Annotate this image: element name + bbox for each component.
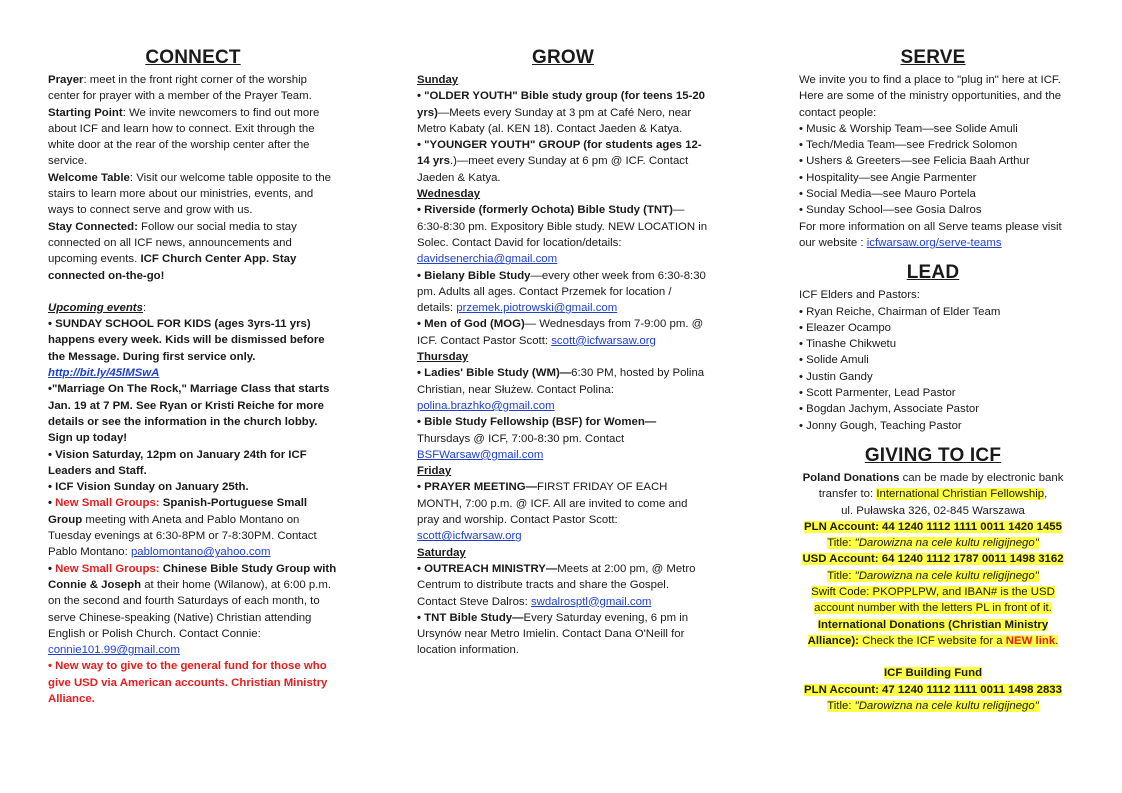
outreach-item — [417, 561, 709, 610]
title-value: "Darowizna na cele kultu religijnego" — [854, 699, 1039, 712]
lead-item: • Bogdan Jachym, Associate Pastor — [799, 403, 980, 416]
title-value: "Darowizna na cele kultu religijnego" — [854, 569, 1039, 582]
younger-youth-title: • "YOUNGER YOUTH" GROUP (for students ages 12-14 yrs — [417, 139, 702, 168]
lead-item: • Tinashe Chikwetu — [799, 338, 897, 351]
serve-item: • Hospitality—see Angie Parmenter — [799, 171, 977, 184]
bank-address: ul. Puławska 326, 02-845 Warszawa — [841, 504, 1025, 517]
lead-item: • Scott Parmenter, Lead Pastor — [799, 387, 956, 400]
younger-youth-item — [417, 137, 709, 186]
title-label: Title: — [827, 537, 855, 550]
starting-point-text: : We invite newcomers to find out more about ICF and learn how to connect. Exit through the white door at the rear of the worship center after the service. — [48, 106, 320, 168]
riverside-text: —6:30-8:30 pm. Expository Bible study. NEW LOCATION in Solec. Contact David for location/details: — [417, 204, 708, 249]
transfer-title — [827, 537, 1039, 549]
friday-heading: Friday — [417, 465, 452, 478]
building-fund-pln-account: PLN Account: 47 1240 1112 1111 0011 1498 2833 — [804, 683, 1062, 696]
bsf-email-link[interactable]: BSFWarsaw@gmail.com — [417, 448, 544, 461]
tnt-text: Every Saturday evening, 6 pm in Ursynów near Metro Imielin. Contact Dana O'Neill for location information. — [417, 611, 689, 657]
ladies-text: 6:30 PM, hosted by Polina Christian, near Służew. Contact Polina: — [417, 367, 705, 396]
starting-point-paragraph — [48, 105, 338, 170]
grow-column — [417, 46, 709, 659]
new-way-to-give-notice: • New way to give to the general fund for those who give USD via American accounts. Christian Ministry Alliance. — [48, 660, 328, 705]
recipient-name: International Christian Fellowship — [876, 488, 1045, 501]
serve-more-text: For more information on all Serve teams please visit our website : — [799, 220, 1062, 249]
lead-heading: LEAD — [906, 262, 960, 284]
comma: , — [1044, 488, 1048, 501]
sunday-heading: Sunday — [417, 74, 459, 86]
connect-column — [48, 46, 338, 707]
poland-donations — [792, 470, 1074, 503]
transfer-title-usd — [827, 570, 1039, 582]
scott-email-link[interactable]: scott@icfwarsaw.org — [551, 334, 656, 347]
usd-account: USD Account: 64 1240 1112 1787 0011 1498 3162 — [802, 553, 1064, 566]
saturday-heading: Saturday — [417, 546, 466, 559]
older-youth-item — [417, 88, 709, 137]
small-group-text: at their home (Wilanow), at 6:00 p.m. on the second and fourth Saturdays of each month, to serve Chinese-speaking (Native) Christian attending English or Polish Church. Contact Connie: — [48, 578, 331, 640]
bielany-title: • Bielany Bible Study — [417, 269, 531, 282]
outreach-text: Meets at 2:00 pm, @ Metro Centrum to distribute tracts and share the Gospel. Contact Steve Dalros: — [417, 562, 696, 608]
bielany-item — [417, 268, 709, 317]
serve-item: • Ushers & Greeters—see Felicia Baah Arthur — [799, 155, 1030, 168]
wednesday-heading: Wednesday — [417, 188, 481, 201]
serve-item: • Music & Worship Team—see Solide Amuli — [799, 122, 1018, 135]
bullet: • — [48, 562, 56, 575]
small-group-title: Spanish-Portuguese Small Group — [48, 497, 308, 526]
tnt-item — [417, 610, 709, 659]
bielany-text: —every other week from 6:30-8:30 pm. Adults all ages. Contact Przemek for location / details: — [417, 269, 706, 315]
lead-item: • Ryan Reiche, Chairman of Elder Team — [799, 305, 1001, 318]
lead-item: • Eleazer Ocampo — [799, 321, 891, 334]
connie-email-link[interactable]: connie101.99@gmail.com — [48, 644, 180, 657]
older-youth-title: • "OLDER YOUTH" Bible study group (for teens 15-20 yrs) — [417, 90, 705, 119]
church-app-note: ICF Church Center App. Stay connected on-the-go! — [48, 253, 297, 282]
international-text: Check the ICF website for a — [858, 634, 1006, 647]
lead-intro: ICF Elders and Pastors: — [799, 289, 920, 302]
stay-connected-label: Stay Connected: — [48, 220, 138, 233]
steve-email-link[interactable]: swdalrosptl@gmail.com — [530, 595, 652, 608]
small-group-spanish-event — [48, 495, 338, 560]
pln-account: PLN Account: 44 1240 1112 1111 0011 1420 1455 — [804, 520, 1062, 533]
connect-heading: CONNECT — [145, 47, 241, 68]
vision-saturday-event: • Vision Saturday, 12pm on January 24th for ICF Leaders and Staff. — [48, 448, 307, 477]
giving-section — [792, 470, 1074, 714]
men-of-god-title: • Men of God (MOG) — [417, 318, 525, 331]
welcome-table-text: : Visit our welcome table opposite to the stairs to learn more about our ministries, events, and ways to connect serve and grow with us. — [48, 171, 332, 217]
serve-item: • Sunday School—see Gosia Dalros — [799, 204, 982, 217]
small-group-text: meeting with Aneta and Pablo Montano on Tuesday evenings at 6:30-8PM or 7-8:30PM. Contact Pablo Montano: — [48, 513, 317, 559]
title-label: Title: — [827, 569, 855, 582]
prayer-meeting-text: FIRST FRIDAY OF EACH MONTH, 7:00 p.m. @ ICF. All are invited to come and pray and worship. Contact Pastor Scott: — [417, 481, 688, 527]
lead-item: • Solide Amuli — [799, 354, 869, 367]
older-youth-text: —Meets every Sunday at 3 pm at Café Nero, near Metro Kabaty (al. KEN 18). Contact Jaeden & Katya. — [417, 106, 692, 135]
prayer-label: Prayer — [48, 74, 84, 86]
upcoming-events-colon: : — [142, 301, 147, 314]
serve-lead-giving-column — [792, 46, 1074, 714]
period: . — [1055, 634, 1059, 647]
prayer-meeting-title: • PRAYER MEETING— — [417, 481, 538, 494]
men-of-god-item — [417, 316, 709, 349]
ladies-item — [417, 365, 709, 414]
new-link-label: NEW link — [1005, 634, 1056, 647]
serve-intro: We invite you to find a place to "plug in" here at ICF. Here are some of the ministry opportunities, and the contact people: — [799, 74, 1062, 119]
prayer-paragraph — [48, 72, 338, 105]
small-group-chinese-event — [48, 561, 338, 659]
bullet: • — [48, 497, 56, 510]
starting-point-label: Starting Point — [48, 106, 123, 119]
poland-donations-text: can be made by electronic bank transfer to: — [818, 471, 1064, 501]
welcome-table-label: Welcome Table — [48, 171, 130, 184]
serve-item: • Social Media—see Mauro Portela — [799, 188, 976, 201]
riverside-item — [417, 202, 709, 267]
scott-email-link-2[interactable]: scott@icfwarsaw.org — [417, 530, 522, 543]
riverside-title: • Riverside (formerly Ochota) Bible Study (TNT) — [417, 204, 673, 217]
bsf-text: Thursdays @ ICF, 7:00-8:30 pm. Contact — [417, 432, 625, 445]
ladies-title: • Ladies' Bible Study (WM)— — [417, 367, 572, 380]
serve-teams-link[interactable]: icfwarsaw.org/serve-teams — [866, 236, 1002, 249]
men-of-god-text: — Wednesdays from 7-9:00 pm. @ ICF. Contact Pastor Scott: — [417, 318, 704, 347]
prayer-text: : meet in the front right corner of the worship center for prayer with a member of the Prayer Team. — [48, 74, 312, 103]
new-small-groups-label: New Small Groups: — [55, 497, 160, 510]
serve-more-info — [792, 219, 1074, 252]
tnt-title: • TNT Bible Study— — [417, 611, 524, 624]
vision-sunday-event: • ICF Vision Sunday on January 25th. — [48, 481, 249, 494]
upcoming-events-label: Upcoming events — [48, 301, 143, 314]
title-label: Title: — [827, 699, 855, 712]
swift-code: Swift Code: PKOPPLPW, and IBAN# is the USD account number with the letters PL in front of it. — [811, 586, 1055, 615]
stay-connected-paragraph — [48, 219, 338, 284]
sunday-school-event: • SUNDAY SCHOOL FOR KIDS (ages 3yrs-11 yrs) happens every week. Kids will be dismissed before the Message. During first service only. — [48, 318, 325, 363]
bsf-item — [417, 414, 709, 463]
international-label: International Donations (Christian Ministry Alliance): — [807, 618, 1049, 647]
small-group-title: Chinese Bible Study Group with Connie & Joseph — [48, 562, 337, 591]
bsf-title: • Bible Study Fellowship (BSF) for Women— — [417, 416, 657, 429]
new-small-groups-label: New Small Groups: — [55, 562, 160, 575]
david-email-link[interactable]: davidsenerchia@gmail.com — [417, 253, 558, 266]
poland-donations-label: Poland Donations — [802, 471, 900, 484]
prayer-meeting-item — [417, 479, 709, 544]
grow-heading: GROW — [531, 47, 594, 68]
serve-heading: SERVE — [900, 47, 966, 68]
international-donations — [808, 619, 1059, 647]
lead-item: • Justin Gandy — [799, 370, 873, 383]
przemek-email-link[interactable]: przemek.piotrowski@gmail.com — [456, 302, 618, 315]
building-fund-heading: ICF Building Fund — [883, 667, 983, 680]
lead-item: • Jonny Gough, Teaching Pastor — [799, 419, 962, 432]
welcome-table-paragraph — [48, 170, 338, 219]
upcoming-events-heading — [48, 300, 338, 316]
title-value: "Darowizna na cele kultu religijnego" — [854, 537, 1039, 550]
marriage-class-event: •"Marriage On The Rock," Marriage Class that starts Jan. 19 at 7 PM. See Ryan or Kristi Reiche for more details or see the information in the church lobby. Sign up today! — [48, 383, 330, 445]
outreach-title: • OUTREACH MINISTRY— — [417, 562, 558, 575]
stay-connected-text: Follow our social media to stay connected on all ICF news, announcements and upcoming events. — [48, 220, 297, 266]
sunday-school-link[interactable]: http://bit.ly/45lMSwA — [48, 367, 160, 380]
giving-heading: GIVING TO ICF — [864, 444, 1002, 466]
pablo-email-link[interactable]: pablomontano@yahoo.com — [130, 546, 271, 559]
younger-youth-text: .)—meet every Sunday at 6 pm @ ICF. Contact Jaeden & Katya. — [417, 155, 689, 184]
thursday-heading: Thursday — [417, 351, 469, 364]
transfer-title-building — [827, 700, 1039, 712]
serve-item: • Tech/Media Team—see Fredrick Solomon — [799, 139, 1018, 152]
polina-email-link[interactable]: polina.brazhko@gmail.com — [417, 399, 555, 412]
